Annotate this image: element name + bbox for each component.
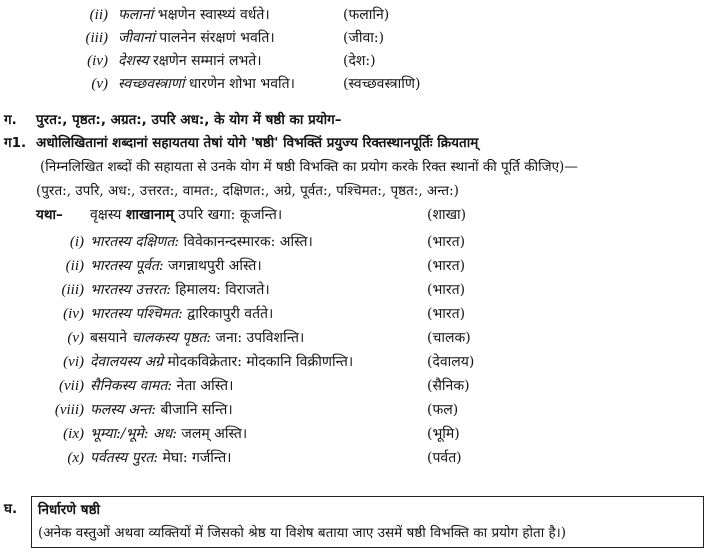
hint-word: (जीवा:): [343, 30, 385, 46]
hint-word: (स्वच्छवस्त्राणि): [343, 76, 421, 92]
sentence-post: मोदकविक्रेतार: मोदकानि विक्रीणन्ति।: [163, 354, 354, 370]
answer: भारतस्य दक्षिणत:: [90, 234, 180, 250]
sentence-post: जना: उपविशन्ति।: [211, 330, 305, 346]
sentence-post: विवेकानन्दस्मारक: अस्ति।: [179, 234, 313, 250]
item-number: (iv): [63, 306, 84, 322]
sentence-post: मेघा: गर्जन्ति।: [158, 450, 232, 466]
sentence: [118, 51, 262, 71]
hint-word: (देवालय): [427, 354, 475, 370]
sentence-rest: भक्षणेन स्वास्थ्यं वर्धते।: [153, 7, 270, 23]
exercise-row: [0, 448, 724, 468]
example-label: यथा–: [36, 207, 63, 223]
example-sentence: [90, 205, 282, 225]
sentence-post: द्वारिकापुरी वर्तते।: [182, 306, 274, 322]
item-number: (iii): [85, 30, 108, 46]
sentence: [118, 5, 270, 25]
sentence-italic: जीवानां: [118, 30, 155, 46]
sentence-rest: धारणेन शोभा भवति।: [184, 76, 295, 92]
definition-box: [31, 496, 704, 548]
item-number: (ii): [65, 258, 84, 274]
item-number: (iv): [87, 53, 108, 69]
instruction-text: (निम्नलिखित शब्दों की सहायता से उनके योग में षष्ठी विभक्ति का प्रयोग करके रिक्त स्थानों की पूर्ति कीजिए)—: [40, 159, 578, 175]
exercise-row: [0, 280, 724, 300]
prev-example-row: [0, 51, 724, 71]
section-ga-heading: [0, 110, 724, 130]
example-row: [0, 205, 724, 225]
sentence: [118, 28, 275, 48]
hint-word: (फलानि): [343, 7, 390, 23]
sentence: [90, 352, 353, 372]
exercise-row: [0, 232, 724, 252]
example-post: उपरि खगा: कूजन्ति।: [173, 207, 283, 223]
sentence: [90, 448, 232, 468]
hint-word: (देश:): [343, 53, 376, 69]
sentence-italic: देशस्य: [118, 53, 149, 69]
sentence-post: जगन्नाथपुरी अस्ति।: [163, 258, 262, 274]
item-number: (ix): [63, 426, 84, 442]
hint-word: (भारत): [427, 234, 466, 250]
box-title: निर्धारणे षष्ठी: [38, 502, 101, 518]
section-title: पुरत:, पृष्ठत:, अग्रत:, उपरि अध:, के योग में षष्ठी का प्रयोग–: [36, 112, 342, 128]
exercise-row: [0, 256, 724, 276]
sentence-rest: रक्षणेन सम्मानं लभते।: [148, 53, 262, 69]
answer: फलस्य अन्त:: [90, 402, 157, 418]
sentence-post: बीजानि सन्ति।: [156, 402, 233, 418]
hint-word: (फल): [427, 402, 459, 418]
item-number: (v): [91, 76, 108, 92]
section-title: अधोलिखितानां शब्दानां सहायतया तेषां योगे 'षष्ठी' विभक्तिं प्रयुज्य रिक्तस्थानपूर्तिः क्रियताम्: [36, 135, 479, 151]
sentence-rest: पालनेन संरक्षणं भवति।: [154, 30, 275, 46]
exercise-row: [0, 352, 724, 372]
answer: भूम्या:/भूमे: अध:: [90, 426, 177, 442]
example-pre: वृक्षस्य: [90, 207, 126, 223]
sentence-italic: स्वच्छवस्त्राणां: [118, 76, 185, 92]
sentence-post: हिमालय: विराजते।: [170, 282, 270, 298]
sentence: [90, 232, 313, 252]
item-number: (vi): [63, 354, 84, 370]
section-ga1-heading: [0, 133, 724, 153]
hint-word: (शाखा): [427, 207, 467, 223]
sentence: [90, 400, 233, 420]
sentence-pre: बसयाने: [90, 330, 132, 346]
item-number: (v): [67, 330, 84, 346]
sentence: [90, 328, 304, 348]
sentence: [90, 280, 270, 300]
exercise-row: [0, 304, 724, 324]
answer: पर्वतस्य पुरत:: [90, 450, 159, 466]
exercise-row: [0, 424, 724, 444]
sentence: [118, 74, 295, 94]
sentence: [90, 304, 273, 324]
item-number: (vii): [59, 378, 84, 394]
prev-example-row: [0, 28, 724, 48]
hint-word: (सैनिक): [427, 378, 470, 394]
item-number: (ii): [89, 7, 108, 23]
section-label: ग1.: [4, 135, 27, 151]
answer: सैनिकस्य वामत:: [90, 378, 173, 394]
example-answer: शाखानाम्: [125, 207, 174, 223]
hint-word: (भारत): [427, 306, 466, 322]
hint-word: (भारत): [427, 282, 466, 298]
item-number: (x): [67, 450, 84, 466]
answer: चालकस्य पृष्ठत:: [131, 330, 212, 346]
hint-word: (पर्वत): [427, 450, 462, 466]
box-description: (अनेक वस्तुओं अथवा व्यक्तियों में जिसको श्रेष्ठ या विशेष बताया जाए उसमें षष्ठी विभक्ति का प्रयोग होता है।): [38, 525, 567, 541]
answer: भारतस्य पश्चिमत:: [90, 306, 183, 322]
exercise-row: [0, 400, 724, 420]
word-list: (पुरत:, उपरि, अध:, उत्तरत:, वामत:, दक्षिणत:, अग्रे, पूर्वत:, पश्चिमत:, पृष्ठत:, अन्त:): [36, 183, 459, 199]
answer: देवालयस्य अग्रे: [90, 354, 164, 370]
item-number: (iii): [61, 282, 84, 298]
hint-word: (भूमि): [427, 426, 460, 442]
item-number: (viii): [54, 402, 84, 418]
item-number: (i): [69, 234, 84, 250]
section-label: घ.: [4, 501, 18, 517]
answer: भारतस्य उत्तरत:: [90, 282, 171, 298]
exercise-row: [0, 328, 724, 348]
sentence-italic: फलानां: [118, 7, 154, 23]
hint-word: (भारत): [427, 258, 466, 274]
prev-example-row: [0, 5, 724, 25]
sentence: [90, 256, 262, 276]
sentence: [90, 376, 233, 396]
hint-word: (चालक): [427, 330, 471, 346]
sentence-post: जलम् अस्ति।: [176, 426, 248, 442]
answer: भारतस्य पूर्वत:: [90, 258, 164, 274]
section-label: ग.: [4, 112, 17, 128]
sentence: [90, 424, 247, 444]
sentence-post: नेता अस्ति।: [172, 378, 234, 394]
prev-example-row: [0, 74, 724, 94]
exercise-row: [0, 376, 724, 396]
